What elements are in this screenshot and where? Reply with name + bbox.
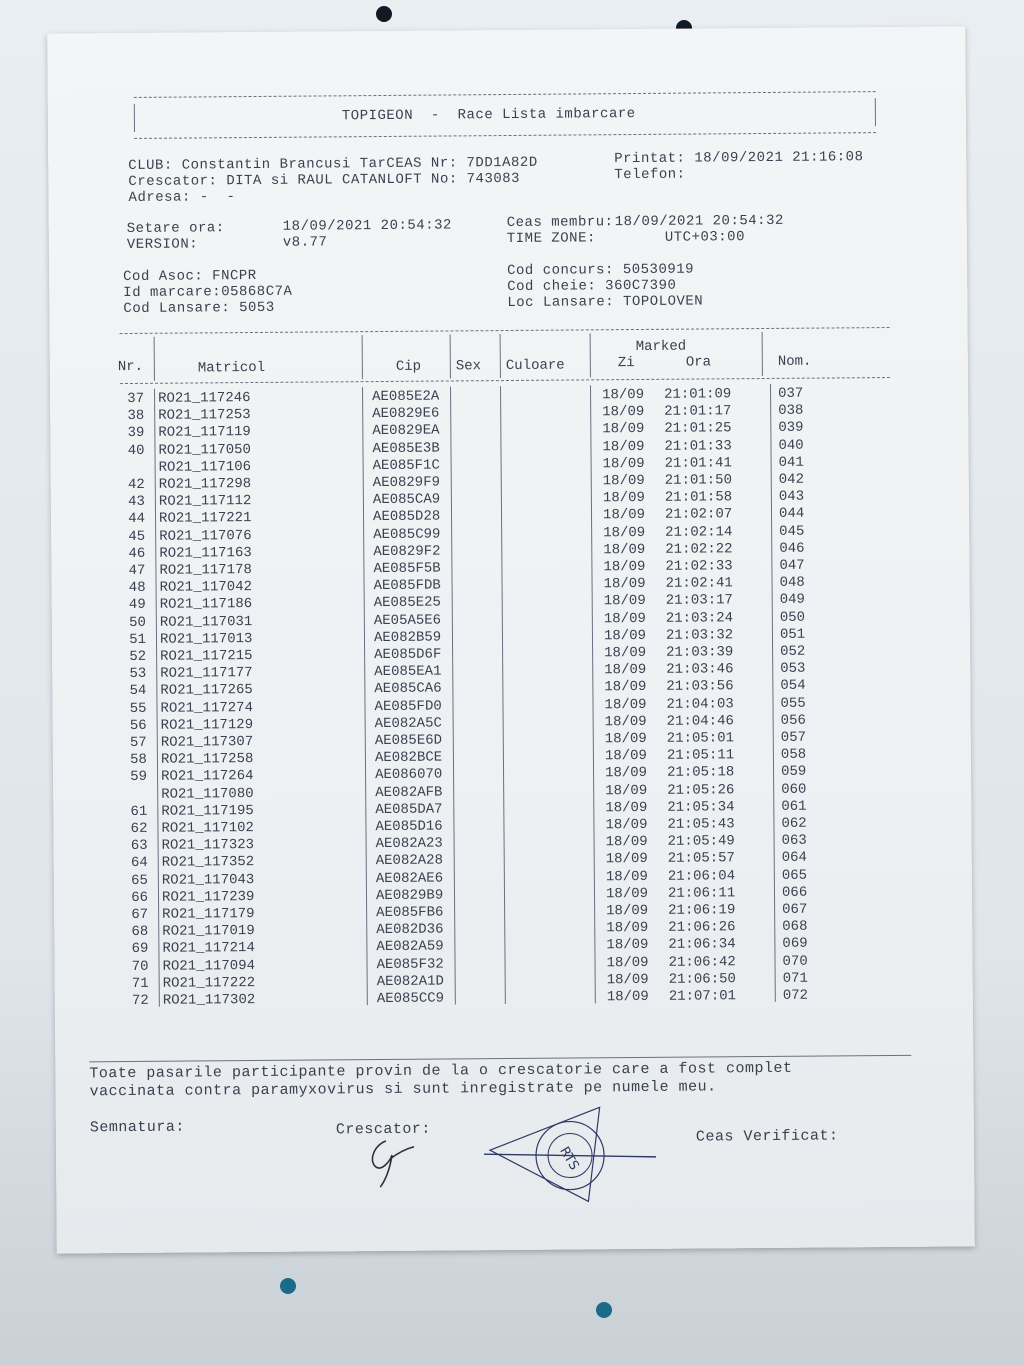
- row-cip: AE085D6F: [374, 646, 442, 664]
- row-nom: 062: [781, 815, 807, 832]
- row-matricol: RO21_117214: [162, 940, 255, 958]
- row-cip: AE085FD0: [374, 698, 442, 715]
- row-zi: 18/09: [603, 524, 646, 541]
- row-matricol: RO21_117119: [158, 424, 251, 442]
- row-ora: 21:06:26: [668, 919, 736, 936]
- row-matricol: RO21_117222: [162, 974, 256, 992]
- row-nr: 44: [128, 511, 146, 528]
- header-culoare: Culoare: [505, 357, 565, 375]
- row-nom: 049: [779, 592, 805, 609]
- row-nr: 53: [129, 666, 147, 683]
- row-ora: 21:03:17: [665, 592, 733, 610]
- body-divider-culoare: [590, 385, 596, 1003]
- row-ora: 21:05:11: [666, 747, 735, 764]
- row-zi: 18/09: [603, 541, 646, 559]
- row-nom: 070: [782, 953, 808, 970]
- row-ora: 21:01:25: [664, 420, 732, 438]
- table-top-rule: [120, 327, 890, 334]
- row-cip: AE082A59: [376, 938, 444, 956]
- row-matricol: RO21_117264: [161, 768, 254, 786]
- row-cip: AE085C99: [373, 526, 441, 543]
- row-zi: 18/09: [605, 851, 648, 868]
- row-cip: AE085E6D: [374, 732, 443, 750]
- row-zi: 18/09: [604, 662, 647, 679]
- row-ora: 21:04:46: [666, 713, 734, 730]
- row-zi: 18/09: [604, 696, 647, 713]
- row-nr: 38: [127, 408, 145, 425]
- row-cip: AE085EA1: [374, 663, 442, 681]
- row-zi: 18/09: [605, 799, 648, 817]
- row-matricol: RO21_117221: [158, 510, 252, 528]
- row-zi: 18/09: [602, 490, 645, 507]
- row-cip: AE085DA7: [375, 801, 443, 818]
- printed-timestamp: Printat: 18/09/2021 21:16:08: [614, 149, 864, 168]
- row-nom: 056: [780, 712, 806, 729]
- declaration-line-2: vaccinata contra paramyxovirus si sunt inregistrate pe numele meu.: [89, 1078, 717, 1101]
- row-nom: 045: [779, 523, 805, 540]
- row-nr: 69: [131, 941, 149, 958]
- row-matricol: RO21_117239: [161, 888, 255, 906]
- row-cip: AE085E2A: [372, 388, 440, 406]
- row-nr: 56: [129, 717, 147, 734]
- row-nr: 58: [130, 752, 147, 769]
- row-ora: 21:03:32: [665, 627, 734, 644]
- phone-label: Telefon:: [614, 166, 686, 184]
- declaration-line-1: Toate pasarile participante provin de la o crescatorie care a fost complet: [89, 1059, 793, 1083]
- timezone-label: TIME ZONE:: [506, 230, 596, 248]
- setare-ora-value: 18/09/2021 20:54:32: [282, 217, 452, 235]
- row-cip: AE082AFB: [375, 784, 443, 801]
- row-nom: 043: [778, 488, 805, 506]
- row-cip: AE082A28: [375, 852, 444, 870]
- row-nr: 43: [128, 494, 145, 511]
- row-nom: 069: [782, 936, 808, 953]
- row-matricol: RO21_117265: [160, 682, 253, 700]
- row-matricol: RO21_117076: [159, 527, 252, 545]
- row-zi: 18/09: [602, 455, 645, 473]
- row-cip: AE0829F2: [373, 543, 441, 560]
- handwritten-signature: [356, 1131, 426, 1192]
- row-nr: 66: [131, 889, 149, 906]
- row-matricol: RO21_117246: [158, 390, 251, 407]
- row-nr: 67: [131, 906, 149, 923]
- row-nom: 063: [781, 832, 807, 850]
- row-ora: 21:07:01: [668, 988, 737, 1005]
- row-zi: 18/09: [603, 593, 646, 610]
- row-ora: 21:05:49: [667, 833, 735, 850]
- header-marked: Marked: [635, 338, 687, 356]
- row-cip: AE085F5B: [373, 560, 441, 578]
- version-label: VERSION:: [126, 236, 199, 254]
- row-cip: AE085CC9: [376, 990, 445, 1008]
- row-ora: 21:01:41: [664, 455, 732, 472]
- row-matricol: RO21_117186: [159, 596, 253, 614]
- row-zi: 18/09: [605, 834, 648, 851]
- row-ora: 21:06:19: [668, 902, 736, 919]
- row-ora: 21:03:46: [666, 661, 734, 678]
- row-matricol: RO21_117253: [158, 407, 251, 424]
- address-line: Adresa: - -: [128, 189, 236, 206]
- row-cip: AE085FB6: [376, 904, 444, 922]
- row-nom: 037: [778, 385, 804, 402]
- row-matricol: RO21_117307: [160, 734, 254, 751]
- row-ora: 21:06:50: [668, 971, 736, 988]
- row-ora: 21:02:41: [665, 575, 733, 592]
- row-ora: 21:02:22: [665, 541, 733, 558]
- punch-hole-bottom-left: [280, 1278, 296, 1294]
- row-ora: 21:01:09: [664, 386, 732, 403]
- row-nr: 50: [128, 614, 146, 631]
- row-nr: 54: [129, 683, 147, 700]
- row-cip: AE085CA6: [374, 680, 442, 698]
- row-matricol: RO21_117179: [162, 906, 255, 923]
- row-nom: 053: [780, 660, 806, 678]
- row-zi: 18/09: [606, 902, 649, 920]
- row-ora: 21:05:34: [667, 799, 735, 816]
- row-ora: 21:03:39: [666, 644, 734, 661]
- header-ora: Ora: [685, 354, 712, 371]
- row-ora: 21:05:26: [667, 781, 735, 799]
- row-nr: 65: [131, 872, 148, 889]
- row-matricol: RO21_117323: [161, 837, 255, 854]
- punch-hole-top-left: [376, 6, 392, 22]
- row-matricol: RO21_117042: [159, 579, 253, 596]
- row-cip: AE082D36: [376, 921, 444, 939]
- row-nr: 40: [127, 442, 145, 459]
- row-ora: 21:06:11: [667, 885, 736, 902]
- row-nr: 61: [130, 803, 148, 820]
- row-nom: 046: [779, 540, 805, 557]
- row-zi: 18/09: [606, 937, 649, 954]
- row-nom: 068: [782, 918, 808, 936]
- row-matricol: RO21_117163: [159, 544, 252, 562]
- row-ora: 21:05:18: [666, 764, 735, 782]
- row-matricol: RO21_117352: [161, 854, 255, 872]
- row-nr: 59: [130, 769, 148, 786]
- row-zi: 18/09: [604, 765, 648, 782]
- row-nr: 64: [130, 855, 148, 872]
- row-zi: 18/09: [604, 748, 647, 765]
- row-ora: 21:04:03: [666, 695, 734, 713]
- row-zi: 18/09: [606, 920, 649, 937]
- row-nom: 064: [781, 850, 808, 867]
- row-matricol: RO21_117013: [159, 630, 253, 648]
- row-nom: 044: [778, 506, 805, 523]
- row-matricol: RO21_117302: [162, 992, 256, 1009]
- row-cip: AE085FDB: [373, 577, 441, 595]
- row-cip: AE0829E6: [372, 405, 440, 423]
- header-nr: Nr.: [117, 358, 144, 376]
- crescator-label: Crescator:: [335, 1120, 431, 1139]
- row-matricol: RO21_117112: [158, 493, 252, 510]
- row-nom: 059: [780, 764, 807, 781]
- club-line: CLUB: Constantin Brancusi TarCEAS Nr: 7DD1A82D: [128, 154, 538, 174]
- ceas-membru-label: Ceas membru:: [506, 214, 614, 232]
- row-matricol: RO21_117258: [160, 751, 254, 768]
- row-nom: 041: [778, 454, 804, 471]
- cod-cheie: Cod cheie: 360C7390: [507, 277, 677, 296]
- row-cip: AE085D16: [375, 818, 443, 836]
- row-zi: 18/09: [605, 816, 648, 834]
- row-nr: 42: [127, 476, 145, 494]
- row-nr: 57: [129, 734, 147, 751]
- row-nr: 52: [129, 648, 147, 665]
- row-matricol: RO21_117177: [160, 665, 253, 682]
- row-nr: 71: [131, 975, 149, 992]
- col-divider-sex: [500, 334, 501, 378]
- row-cip: AE0829F9: [372, 474, 441, 492]
- row-matricol: RO21_117102: [161, 820, 254, 837]
- cod-concurs: Cod concurs: 50530919: [507, 261, 695, 280]
- ceas-verificat-label: Ceas Verificat:: [695, 1127, 839, 1146]
- row-zi: 18/09: [603, 610, 646, 627]
- header-matricol: Matricol: [197, 359, 266, 377]
- body-divider-sex: [500, 386, 506, 1004]
- row-nom: 072: [782, 987, 809, 1004]
- row-nom: 051: [779, 626, 806, 643]
- row-ora: 21:05:01: [666, 730, 735, 747]
- row-nr: 72: [131, 992, 149, 1009]
- row-cip: AE0829EA: [372, 422, 440, 440]
- row-nom: 057: [780, 729, 807, 746]
- row-cip: AE082BCE: [374, 749, 443, 767]
- ceas-membru-value: 18/09/2021 20:54:32: [614, 212, 784, 231]
- row-matricol: RO21_117031: [159, 613, 253, 631]
- col-divider-nr: [154, 337, 155, 381]
- row-zi: 18/09: [603, 627, 647, 645]
- row-nr: 55: [129, 700, 147, 717]
- row-ora: 21:06:34: [668, 936, 736, 954]
- row-nr: 70: [131, 958, 149, 975]
- row-nom: 048: [779, 574, 805, 592]
- row-zi: 18/09: [602, 404, 645, 421]
- id-marcare: Id marcare:05868C7A: [123, 283, 293, 302]
- row-nom: 066: [781, 884, 808, 901]
- row-nr: 51: [129, 631, 147, 648]
- document-page: [47, 26, 975, 1253]
- body-divider-matricol: [362, 387, 368, 1005]
- row-cip: AE05A5E6: [373, 612, 442, 629]
- row-zi: 18/09: [604, 713, 647, 731]
- row-zi: 18/09: [603, 576, 646, 593]
- row-cip: AE086070: [374, 766, 443, 784]
- row-ora: 21:05:57: [667, 850, 736, 868]
- title-box: [134, 91, 876, 139]
- row-nr: 39: [127, 425, 145, 442]
- row-ora: 21:03:56: [666, 678, 734, 696]
- row-nom: 071: [782, 970, 808, 987]
- table-header-rule: [120, 377, 890, 384]
- row-cip: AE085E3B: [372, 440, 440, 457]
- row-zi: 18/09: [606, 988, 649, 1006]
- title-box-left-edge: [134, 104, 135, 132]
- header-cip: Cip: [395, 358, 422, 375]
- row-nom: 040: [778, 437, 804, 454]
- row-nr: 68: [131, 924, 149, 941]
- row-zi: 18/09: [602, 507, 646, 524]
- stamp-text: RTS: [556, 1144, 582, 1173]
- club-stamp: [480, 1097, 661, 1208]
- row-nom: 038: [778, 402, 804, 420]
- row-nr: 63: [130, 838, 148, 855]
- row-nom: 042: [778, 471, 805, 488]
- row-nom: 067: [782, 901, 808, 918]
- body-divider-cip: [450, 386, 456, 1004]
- col-divider-marked: [762, 332, 763, 376]
- row-nr: 46: [128, 545, 146, 562]
- setare-ora-label: Setare ora:: [126, 220, 225, 238]
- row-cip: AE085F32: [376, 956, 444, 973]
- row-matricol: RO21_117050: [158, 441, 251, 459]
- row-matricol: RO21_117178: [159, 562, 252, 579]
- row-cip: AE085D28: [372, 508, 441, 526]
- row-matricol: RO21_117274: [160, 699, 254, 717]
- row-matricol: RO21_117298: [158, 476, 252, 493]
- timezone-value: UTC+03:00: [664, 229, 746, 246]
- version-value: v8.77: [282, 234, 328, 251]
- row-matricol: RO21_117215: [160, 648, 253, 665]
- punch-hole-bottom-right: [596, 1302, 612, 1318]
- row-zi: 18/09: [606, 954, 649, 971]
- row-ora: 21:01:50: [664, 472, 733, 489]
- row-zi: 18/09: [605, 885, 649, 903]
- header-nom: Nom.: [777, 353, 812, 370]
- row-ora: 21:01:17: [664, 403, 732, 420]
- row-ora: 21:06:04: [667, 867, 736, 885]
- loc-lansare: Loc Lansare: TOPOLOVEN: [507, 293, 704, 312]
- row-zi: 18/09: [606, 971, 649, 989]
- row-cip: AE082A5C: [374, 715, 442, 732]
- col-divider-culoare: [590, 333, 591, 377]
- row-nr: 47: [128, 562, 146, 580]
- row-nr: 62: [130, 820, 148, 837]
- row-matricol: RO21_117094: [162, 957, 256, 975]
- row-matricol: RO21_117043: [161, 871, 255, 889]
- row-cip: AE0829B9: [375, 887, 444, 904]
- body-divider-marked: [770, 384, 776, 1002]
- row-matricol: RO21_117195: [161, 802, 254, 820]
- row-ora: 21:02:14: [665, 523, 733, 541]
- row-ora: 21:06:42: [668, 953, 736, 971]
- row-ora: 21:01:58: [664, 489, 733, 506]
- cod-asoc: Cod Asoc: FNCPR: [123, 267, 257, 286]
- row-nr: 45: [128, 528, 146, 545]
- row-zi: 18/09: [603, 558, 646, 576]
- row-nom: 055: [780, 695, 806, 712]
- row-ora: 21:05:43: [667, 816, 735, 833]
- row-cip: AE085E25: [373, 594, 441, 612]
- row-zi: 18/09: [604, 730, 647, 748]
- col-divider-cip: [450, 334, 451, 378]
- cod-lansare: Cod Lansare: 5053: [123, 299, 275, 318]
- row-nom: 050: [779, 609, 806, 626]
- row-zi: 18/09: [605, 868, 648, 885]
- row-nr: 49: [128, 597, 146, 614]
- row-zi: 18/09: [602, 386, 645, 404]
- row-nom: 065: [781, 867, 808, 884]
- semnatura-label: Semnatura:: [89, 1118, 185, 1137]
- row-nom: 060: [781, 781, 807, 798]
- col-divider-matricol: [362, 335, 363, 379]
- row-zi: 18/09: [602, 421, 645, 438]
- row-zi: 18/09: [604, 644, 647, 662]
- row-nr: 48: [128, 580, 146, 597]
- header-zi: Zi: [617, 355, 635, 372]
- row-ora: 21:03:24: [665, 609, 734, 627]
- row-matricol: RO21_117019: [162, 923, 255, 940]
- row-nom: 061: [781, 798, 807, 815]
- row-matricol: RO21_117080: [161, 785, 254, 803]
- row-ora: 21:02:33: [665, 558, 733, 575]
- row-nom: 047: [779, 557, 805, 574]
- row-zi: 18/09: [602, 472, 645, 490]
- breeder-line: Crescator: DITA si RAUL CATANLOFT No: 743083: [128, 170, 521, 190]
- row-nom: 052: [780, 643, 806, 660]
- row-nr: 37: [127, 390, 145, 408]
- row-cip: AE085F1C: [372, 457, 440, 474]
- title-box-right-edge: [875, 98, 876, 126]
- row-zi: 18/09: [602, 438, 645, 455]
- row-matricol: RO21_117129: [160, 716, 254, 734]
- document-title: TOPIGEON - Race Lista imbarcare: [341, 106, 636, 125]
- row-nom: 039: [778, 420, 804, 437]
- row-cip: AE082A1D: [376, 973, 444, 990]
- row-zi: 18/09: [604, 679, 647, 696]
- row-cip: AE085CA9: [372, 491, 441, 509]
- row-cip: AE082AE6: [375, 870, 444, 887]
- row-ora: 21:01:33: [664, 437, 732, 455]
- row-nom: 054: [780, 678, 806, 695]
- row-matricol: RO21_117106: [158, 458, 252, 476]
- row-zi: 18/09: [605, 782, 648, 799]
- row-nom: 058: [780, 746, 807, 764]
- row-cip: AE082A23: [375, 835, 443, 853]
- row-ora: 21:02:07: [664, 506, 733, 524]
- row-cip: AE082B59: [373, 629, 442, 646]
- header-sex: Sex: [455, 358, 482, 375]
